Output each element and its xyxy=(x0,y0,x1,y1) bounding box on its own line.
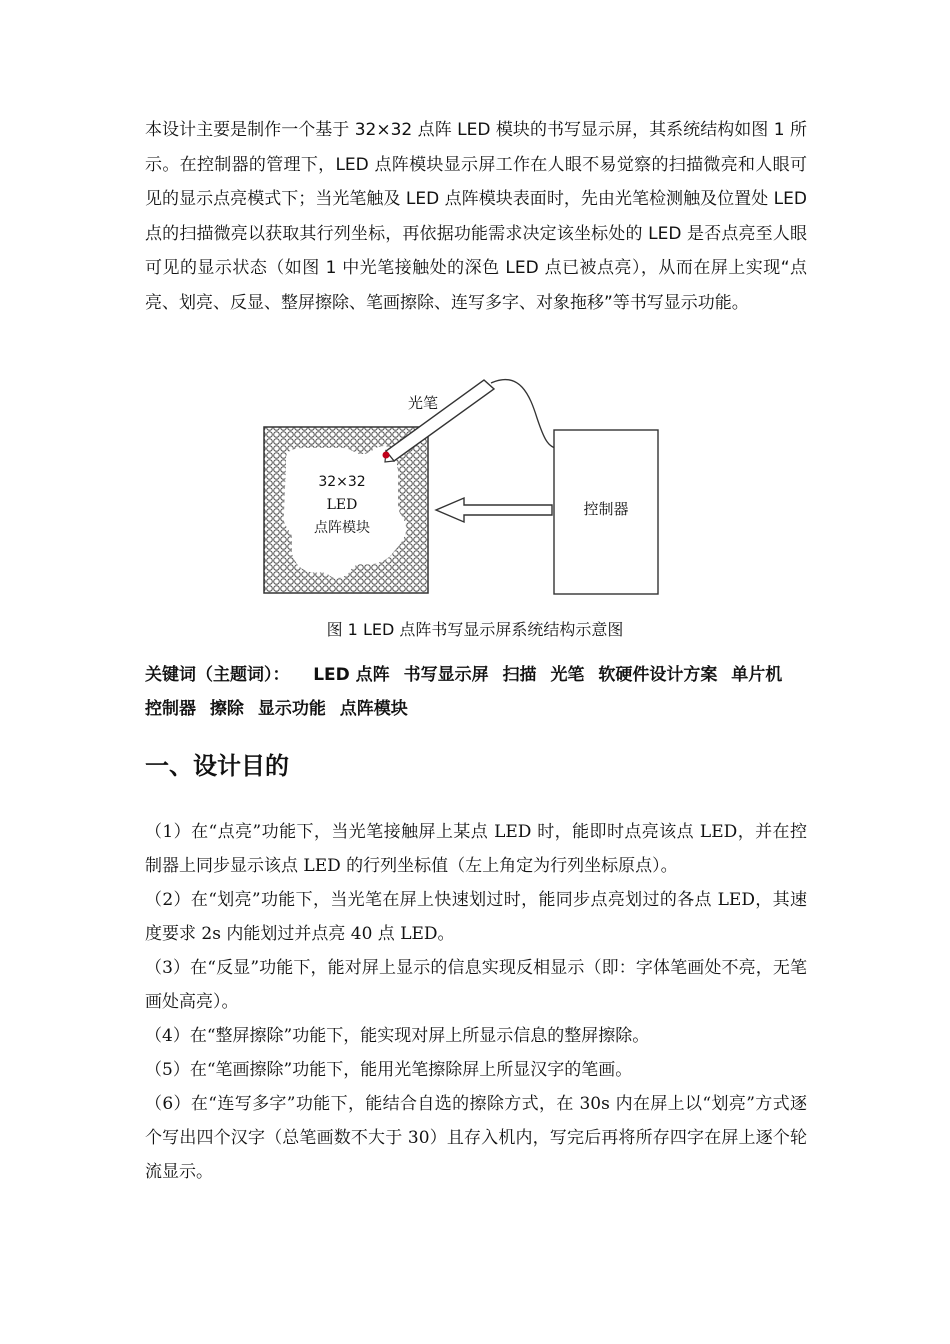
signal-arrow xyxy=(436,498,552,522)
goal-item: （2）在“划亮”功能下，当光笔在屏上快速划过时，能同步点亮划过的各点 LED，其速度要求 2s 内能划过并点亮 40 点 LED。 xyxy=(145,890,807,944)
keyword: LED 点阵 xyxy=(313,665,390,685)
figure-caption: 图 1 LED 点阵书写显示屏系统结构示意图 xyxy=(326,620,624,639)
keyword: 擦除 xyxy=(209,699,244,719)
module-label-2: LED xyxy=(326,497,358,513)
keyword: 软硬件设计方案 xyxy=(598,665,718,685)
controller-label: 控制器 xyxy=(583,500,629,518)
pen-label: 光笔 xyxy=(408,394,439,412)
module-label-3: 点阵模块 xyxy=(314,520,370,536)
keyword: 控制器 xyxy=(145,699,196,719)
goal-item: （4）在“整屏擦除”功能下，能实现对屏上所显示信息的整屏擦除。 xyxy=(145,1026,650,1046)
keyword: 书写显示屏 xyxy=(403,665,489,685)
keyword: 点阵模块 xyxy=(339,699,408,719)
keyword: 单片机 xyxy=(731,665,783,685)
keywords-label: 关键词（主题词）： xyxy=(145,665,290,685)
lit-led-dot xyxy=(383,452,390,459)
goal-item: （1）在“点亮”功能下，当光笔接触屏上某点 LED 时，能即时点亮该点 LED，并在控制器上同步显示该点 LED 的行列坐标值（左上角定为行列坐标原点）。 xyxy=(145,822,807,876)
intro-paragraph: 本设计主要是制作一个基于 32×32 点阵 LED 模块的书写显示屏，其系统结构如图 1 所示。在控制器的管理下，LED 点阵模块显示屏工作在人眼不易觉察的扫描微亮和人眼可见的显示点亮模式下；当光笔触及 LED 点阵模块表面时，先由光笔检测触及位置处 LED 点的扫描微亮以获取其行列坐标，再依据功能需求决定该坐标处的 LED 是否点亮至人眼可见的显示状态（如图 1 中光笔接触处的深色 LED 点已被点亮），从而在屏上实现“点亮、划亮、反显、整屏擦除、笔画擦除、连写多字、对象拖移”等书写显示功能。 xyxy=(145,120,807,313)
goal-item: （3）在“反显”功能下，能对屏上显示的信息实现反相显示（即：字体笔画处不亮，无笔画处高亮）。 xyxy=(145,958,807,1012)
keyword: 扫描 xyxy=(502,665,537,685)
module-label-1: 32×32 xyxy=(318,474,366,490)
system-structure-figure xyxy=(262,378,662,600)
keyword: 显示功能 xyxy=(257,699,326,719)
keywords xyxy=(145,658,807,726)
keyword: 光笔 xyxy=(550,665,585,685)
goal-item: （5）在“笔画擦除”功能下，能用光笔擦除屏上所显汉字的笔画。 xyxy=(145,1060,633,1080)
goal-item: （6）在“连写多字”功能下，能结合自选的擦除方式，在 30s 内在屏上以“划亮”方式逐个写出四个汉字（总笔画数不大于 30）且存入机内，写完后再将所存四字在屏上逐个轮流显示。 xyxy=(145,1094,807,1182)
section-heading: 一、设计目的 xyxy=(145,752,289,780)
design-goals-list xyxy=(145,815,807,1189)
